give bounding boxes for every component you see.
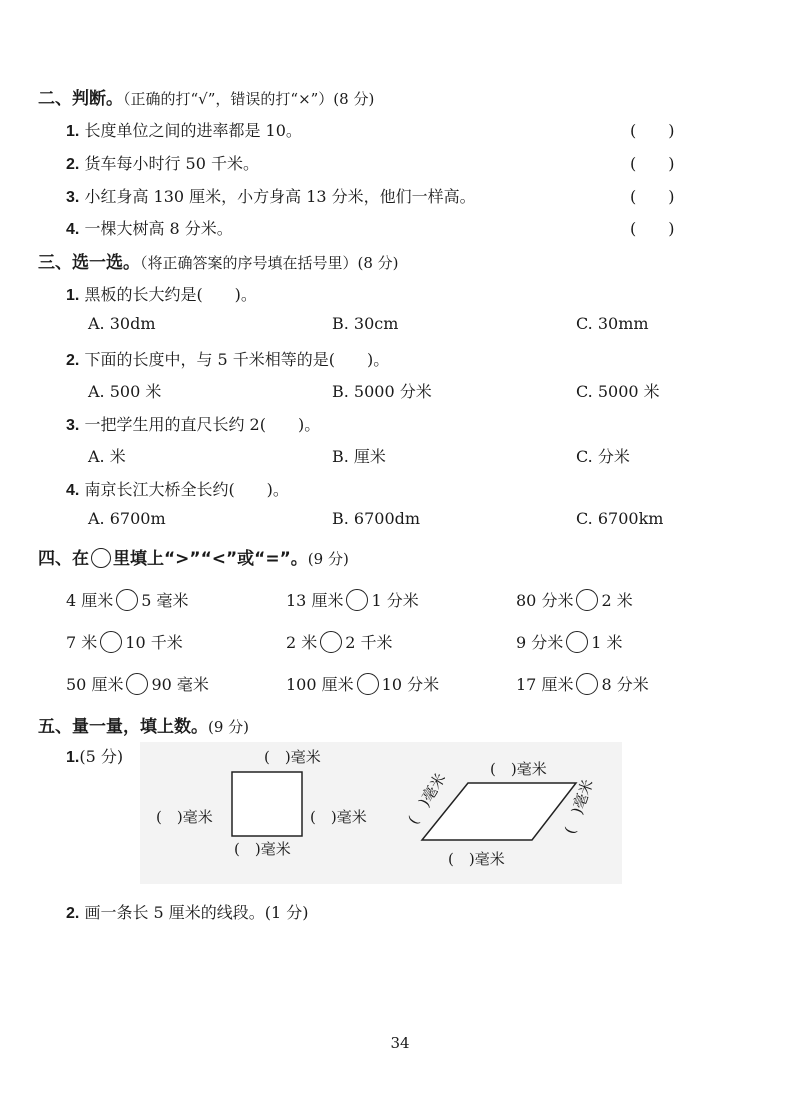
choice-question-2: 2. 下面的长度中，与 5 千米相等的是( )。 xyxy=(66,350,390,369)
choice-question-4: 4. 南京长江大桥全长约( )。 xyxy=(66,480,289,499)
judge-item-2: 2. 货车每小时行 50 千米。 xyxy=(66,154,259,173)
section-5-title: 五、量一量，填上数。 xyxy=(38,717,208,737)
judge-answer-2[interactable]: ( ) xyxy=(630,154,675,173)
section-3-title: 三、选一选。 xyxy=(38,253,140,273)
section-5-heading xyxy=(38,712,249,737)
compare-r1-c2: 13 厘米 1 分米 xyxy=(286,588,419,611)
choice-2-option-c: C. 5000 米 xyxy=(576,382,660,401)
choice-4-option-b: B. 6700dm xyxy=(332,509,421,528)
para-right-blank[interactable]: ( )毫米 xyxy=(560,776,597,837)
section-3-heading xyxy=(38,248,399,273)
compare-r3-c3: 17 厘米 8 分米 xyxy=(516,672,649,695)
compare-r1-c1: 4 厘米 5 毫米 xyxy=(66,588,189,611)
compare-r2-c1: 7 米 10 千米 xyxy=(66,630,183,653)
choice-3-option-b: B. 厘米 xyxy=(332,447,386,466)
compare-r2-c2: 2 米 2 千米 xyxy=(286,630,393,653)
compare-answer-circle[interactable] xyxy=(576,589,598,611)
page-number: 34 xyxy=(390,1034,410,1052)
rect-right-blank[interactable]: ( )毫米 xyxy=(310,808,367,826)
rectangle-shape xyxy=(232,772,302,836)
choice-3-option-a: A. 米 xyxy=(88,447,126,466)
choice-3-option-c: C. 分米 xyxy=(576,447,630,466)
judge-item-1: 1. 长度单位之间的进率都是 10。 xyxy=(66,121,302,140)
judge-answer-4[interactable]: ( ) xyxy=(630,219,675,238)
choice-1-option-a: A. 30dm xyxy=(88,314,156,333)
compare-answer-circle[interactable] xyxy=(116,589,138,611)
choice-2-option-b: B. 5000 分米 xyxy=(332,382,432,401)
para-top-blank[interactable]: ( )毫米 xyxy=(490,760,547,778)
choice-4-option-c: C. 6700km xyxy=(576,509,664,528)
choice-1-option-c: C. 30mm xyxy=(576,314,649,333)
compare-answer-circle[interactable] xyxy=(126,673,148,695)
choice-1-option-b: B. 30cm xyxy=(332,314,399,333)
compare-answer-circle[interactable] xyxy=(320,631,342,653)
rect-top-blank[interactable]: ( )毫米 xyxy=(264,748,321,766)
judge-answer-1[interactable]: ( ) xyxy=(630,121,675,140)
compare-r3-c2: 100 厘米 10 分米 xyxy=(286,672,439,695)
para-left-blank[interactable]: ( )毫米 xyxy=(404,769,450,828)
compare-answer-circle[interactable] xyxy=(566,631,588,653)
measure-question-2: 2. 画一条长 5 厘米的线段。(1 分) xyxy=(66,903,309,922)
section-4-heading: 四、在 里填上“>”“<”或“=”。(9 分) xyxy=(38,549,349,569)
choice-4-option-a: A. 6700m xyxy=(88,509,166,528)
judge-answer-3[interactable]: ( ) xyxy=(630,187,675,206)
section-5-note: (9 分) xyxy=(208,718,250,736)
compare-answer-circle[interactable] xyxy=(576,673,598,695)
section-2-title: 二、判断。 xyxy=(38,89,123,109)
judge-item-3: 3. 小红身高 130 厘米，小方身高 13 分米，他们一样高。 xyxy=(66,187,476,206)
compare-r2-c3: 9 分米 1 米 xyxy=(516,630,623,653)
compare-r3-c1: 50 厘米 90 毫米 xyxy=(66,672,209,695)
section-2-note: （正确的打“√”，错误的打“×”）(8 分) xyxy=(123,90,375,108)
judge-item-4: 4. 一棵大树高 8 分米。 xyxy=(66,219,233,238)
compare-answer-circle[interactable] xyxy=(346,589,368,611)
circle-icon xyxy=(91,548,111,568)
rect-bottom-blank[interactable]: ( )毫米 xyxy=(234,840,291,858)
measure-figure xyxy=(140,742,622,884)
compare-answer-circle[interactable] xyxy=(357,673,379,695)
parallelogram-shape xyxy=(422,783,576,840)
measure-question-1: 1.(5 分) xyxy=(66,747,124,766)
choice-question-3: 3. 一把学生用的直尺长约 2( )。 xyxy=(66,415,321,434)
section-3-note: （将正确答案的序号填在括号里）(8 分) xyxy=(140,254,399,272)
compare-r1-c3: 80 分米 2 米 xyxy=(516,588,633,611)
compare-answer-circle[interactable] xyxy=(100,631,122,653)
para-bottom-blank[interactable]: ( )毫米 xyxy=(448,850,505,868)
choice-2-option-a: A. 500 米 xyxy=(88,382,162,401)
choice-question-1: 1. 黑板的长大约是( )。 xyxy=(66,285,257,304)
section-2-heading xyxy=(38,84,374,109)
rect-left-blank[interactable]: ( )毫米 xyxy=(156,808,213,826)
